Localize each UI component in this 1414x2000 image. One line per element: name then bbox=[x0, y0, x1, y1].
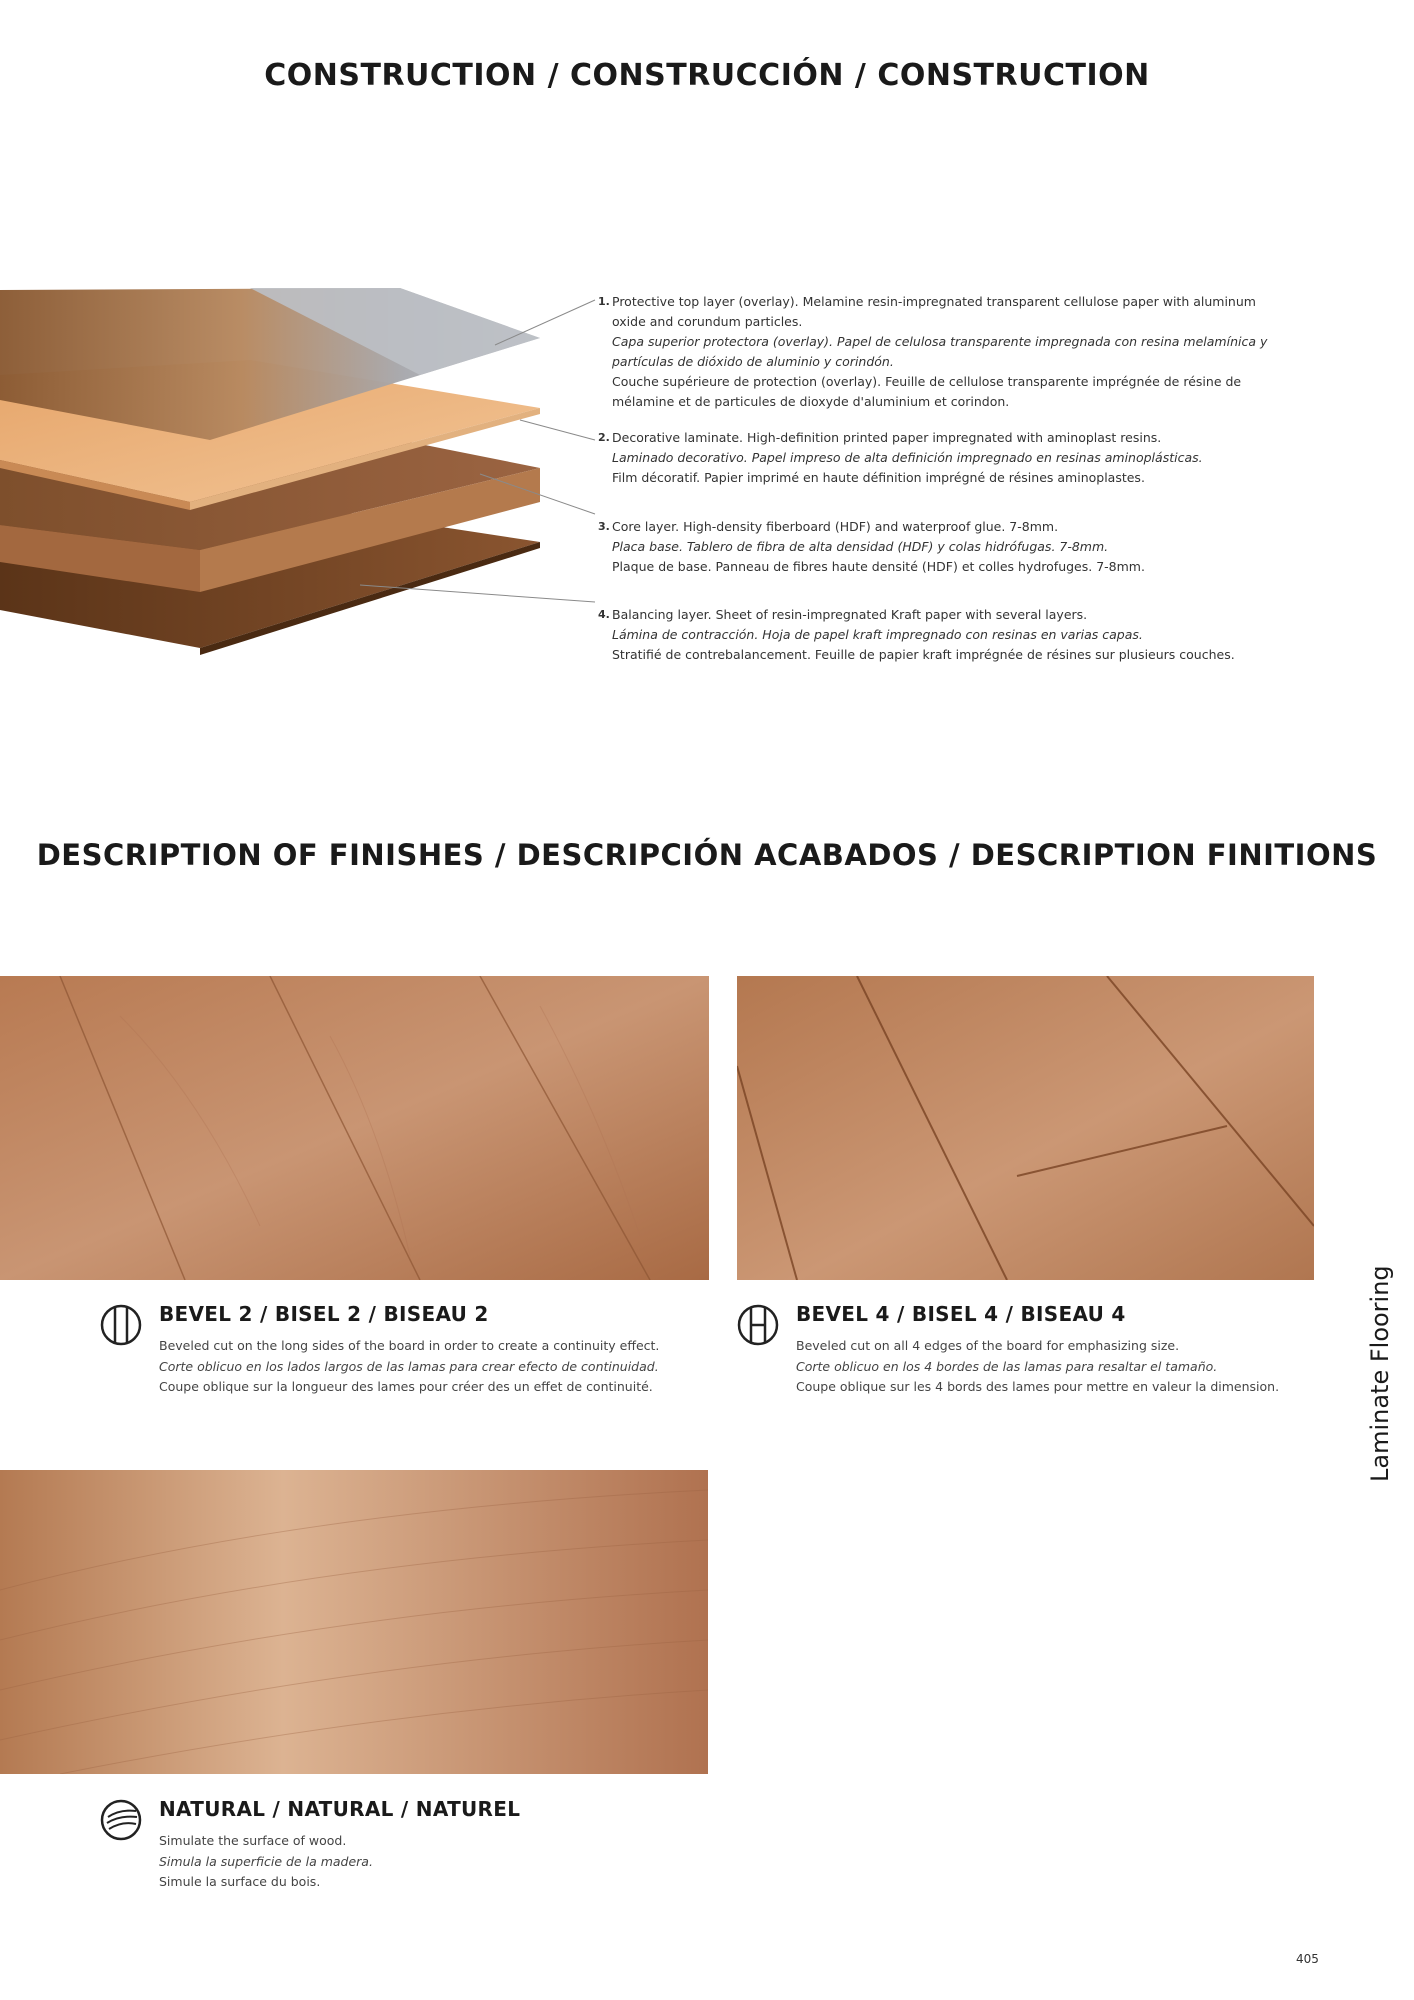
layer-es: Laminado decorativo. Papel impreso de alta definición impregnado en resinas aminoplásticas. bbox=[612, 450, 1203, 465]
bevel-4-photo bbox=[737, 976, 1314, 1280]
layer-en: Core layer. High-density fiberboard (HDF) and waterproof glue. 7-8mm. bbox=[612, 519, 1059, 534]
finish-desc-fr: Simule la surface du bois. bbox=[159, 1874, 321, 1889]
layers-diagram bbox=[0, 280, 600, 680]
finish-title: BEVEL 4 / BISEL 4 / BISEAU 4 bbox=[796, 1302, 1126, 1326]
layer-es: partículas de dióxido de aluminio y corindón. bbox=[612, 354, 894, 369]
finish-description bbox=[159, 1336, 659, 1398]
finish-description bbox=[159, 1831, 373, 1893]
finish-title: NATURAL / NATURAL / NATUREL bbox=[159, 1797, 521, 1821]
natural-texture-icon bbox=[100, 1799, 142, 1841]
layer-es: Placa base. Tablero de fibra de alta densidad (HDF) y colas hidrófugas. 7-8mm. bbox=[612, 539, 1109, 554]
finish-desc-en: Beveled cut on the long sides of the board in order to create a continuity effect. bbox=[159, 1338, 660, 1353]
construction-heading: CONSTRUCTION / CONSTRUCCIÓN / CONSTRUCTION bbox=[264, 58, 1150, 93]
layer-fr: Stratifié de contrebalancement. Feuille de papier kraft imprégnée de résines sur plusieurs couches. bbox=[612, 647, 1235, 662]
finish-desc-es: Corte oblicuo en los lados largos de las lamas para crear efecto de continuidad. bbox=[159, 1358, 659, 1374]
section-side-label: Laminate Flooring bbox=[1366, 1265, 1394, 1482]
finish-bevel-2 bbox=[100, 1302, 720, 1394]
layer-en: Decorative laminate. High-definition printed paper impregnated with aminoplast resins. bbox=[612, 430, 1162, 445]
layer-note-4 bbox=[598, 605, 1308, 665]
finish-natural bbox=[100, 1797, 600, 1889]
layer-es: Lámina de contracción. Hoja de papel kraft impregnado con resinas en varias capas. bbox=[612, 627, 1143, 642]
finish-desc-en: Simulate the surface of wood. bbox=[159, 1833, 347, 1848]
layer-number: 2. bbox=[598, 431, 610, 444]
finish-title: BEVEL 2 / BISEL 2 / BISEAU 2 bbox=[159, 1302, 489, 1326]
layer-fr: Couche supérieure de protection (overlay). Feuille de cellulose transparente imprégnée de résine de bbox=[612, 374, 1242, 389]
bevel-2-photo bbox=[0, 976, 709, 1280]
finish-desc-es: Corte oblicuo en los 4 bordes de las lamas para resaltar el tamaño. bbox=[796, 1358, 1218, 1374]
layer-number: 4. bbox=[598, 608, 610, 621]
page-number: 405 bbox=[1296, 1952, 1319, 1966]
finishes-heading: DESCRIPTION OF FINISHES / DESCRIPCIÓN ACABADOS / DESCRIPTION FINITIONS bbox=[36, 838, 1378, 872]
finish-desc-fr: Coupe oblique sur la longueur des lames pour créer des un effet de continuité. bbox=[159, 1379, 653, 1394]
finish-description bbox=[796, 1336, 1279, 1398]
finish-desc-es: Simula la superficie de la madera. bbox=[159, 1853, 373, 1869]
bevel-4-icon bbox=[737, 1304, 779, 1346]
layer-en: Balancing layer. Sheet of resin-impregnated Kraft paper with several layers. bbox=[612, 607, 1088, 622]
natural-photo bbox=[0, 1470, 708, 1774]
layer-fr: Film décoratif. Papier imprimé en haute définition imprégné de résines aminoplastes. bbox=[612, 470, 1145, 485]
layer-en: Protective top layer (overlay). Melamine resin-impregnated transparent cellulose paper with aluminum bbox=[612, 294, 1256, 309]
finish-bevel-4 bbox=[737, 1302, 1337, 1394]
layer-note-1 bbox=[598, 292, 1308, 412]
layer-fr: mélamine et de particules de dioxyde d'aluminium et corindon. bbox=[612, 394, 1010, 409]
layer-note-2 bbox=[598, 428, 1308, 488]
layer-note-3 bbox=[598, 517, 1308, 577]
layer-es: Capa superior protectora (overlay). Papel de celulosa transparente impregnada con resina melamínica y bbox=[612, 334, 1268, 349]
layer-number: 1. bbox=[598, 295, 610, 308]
finish-desc-en: Beveled cut on all 4 edges of the board for emphasizing size. bbox=[796, 1338, 1180, 1353]
layer-fr: Plaque de base. Panneau de fibres haute densité (HDF) et colles hydrofuges. 7-8mm. bbox=[612, 559, 1145, 574]
layer-number: 3. bbox=[598, 520, 610, 533]
finish-desc-fr: Coupe oblique sur les 4 bords des lames pour mettre en valeur la dimension. bbox=[796, 1379, 1280, 1394]
bevel-2-icon bbox=[100, 1304, 142, 1346]
layer-en: oxide and corundum particles. bbox=[612, 314, 803, 329]
